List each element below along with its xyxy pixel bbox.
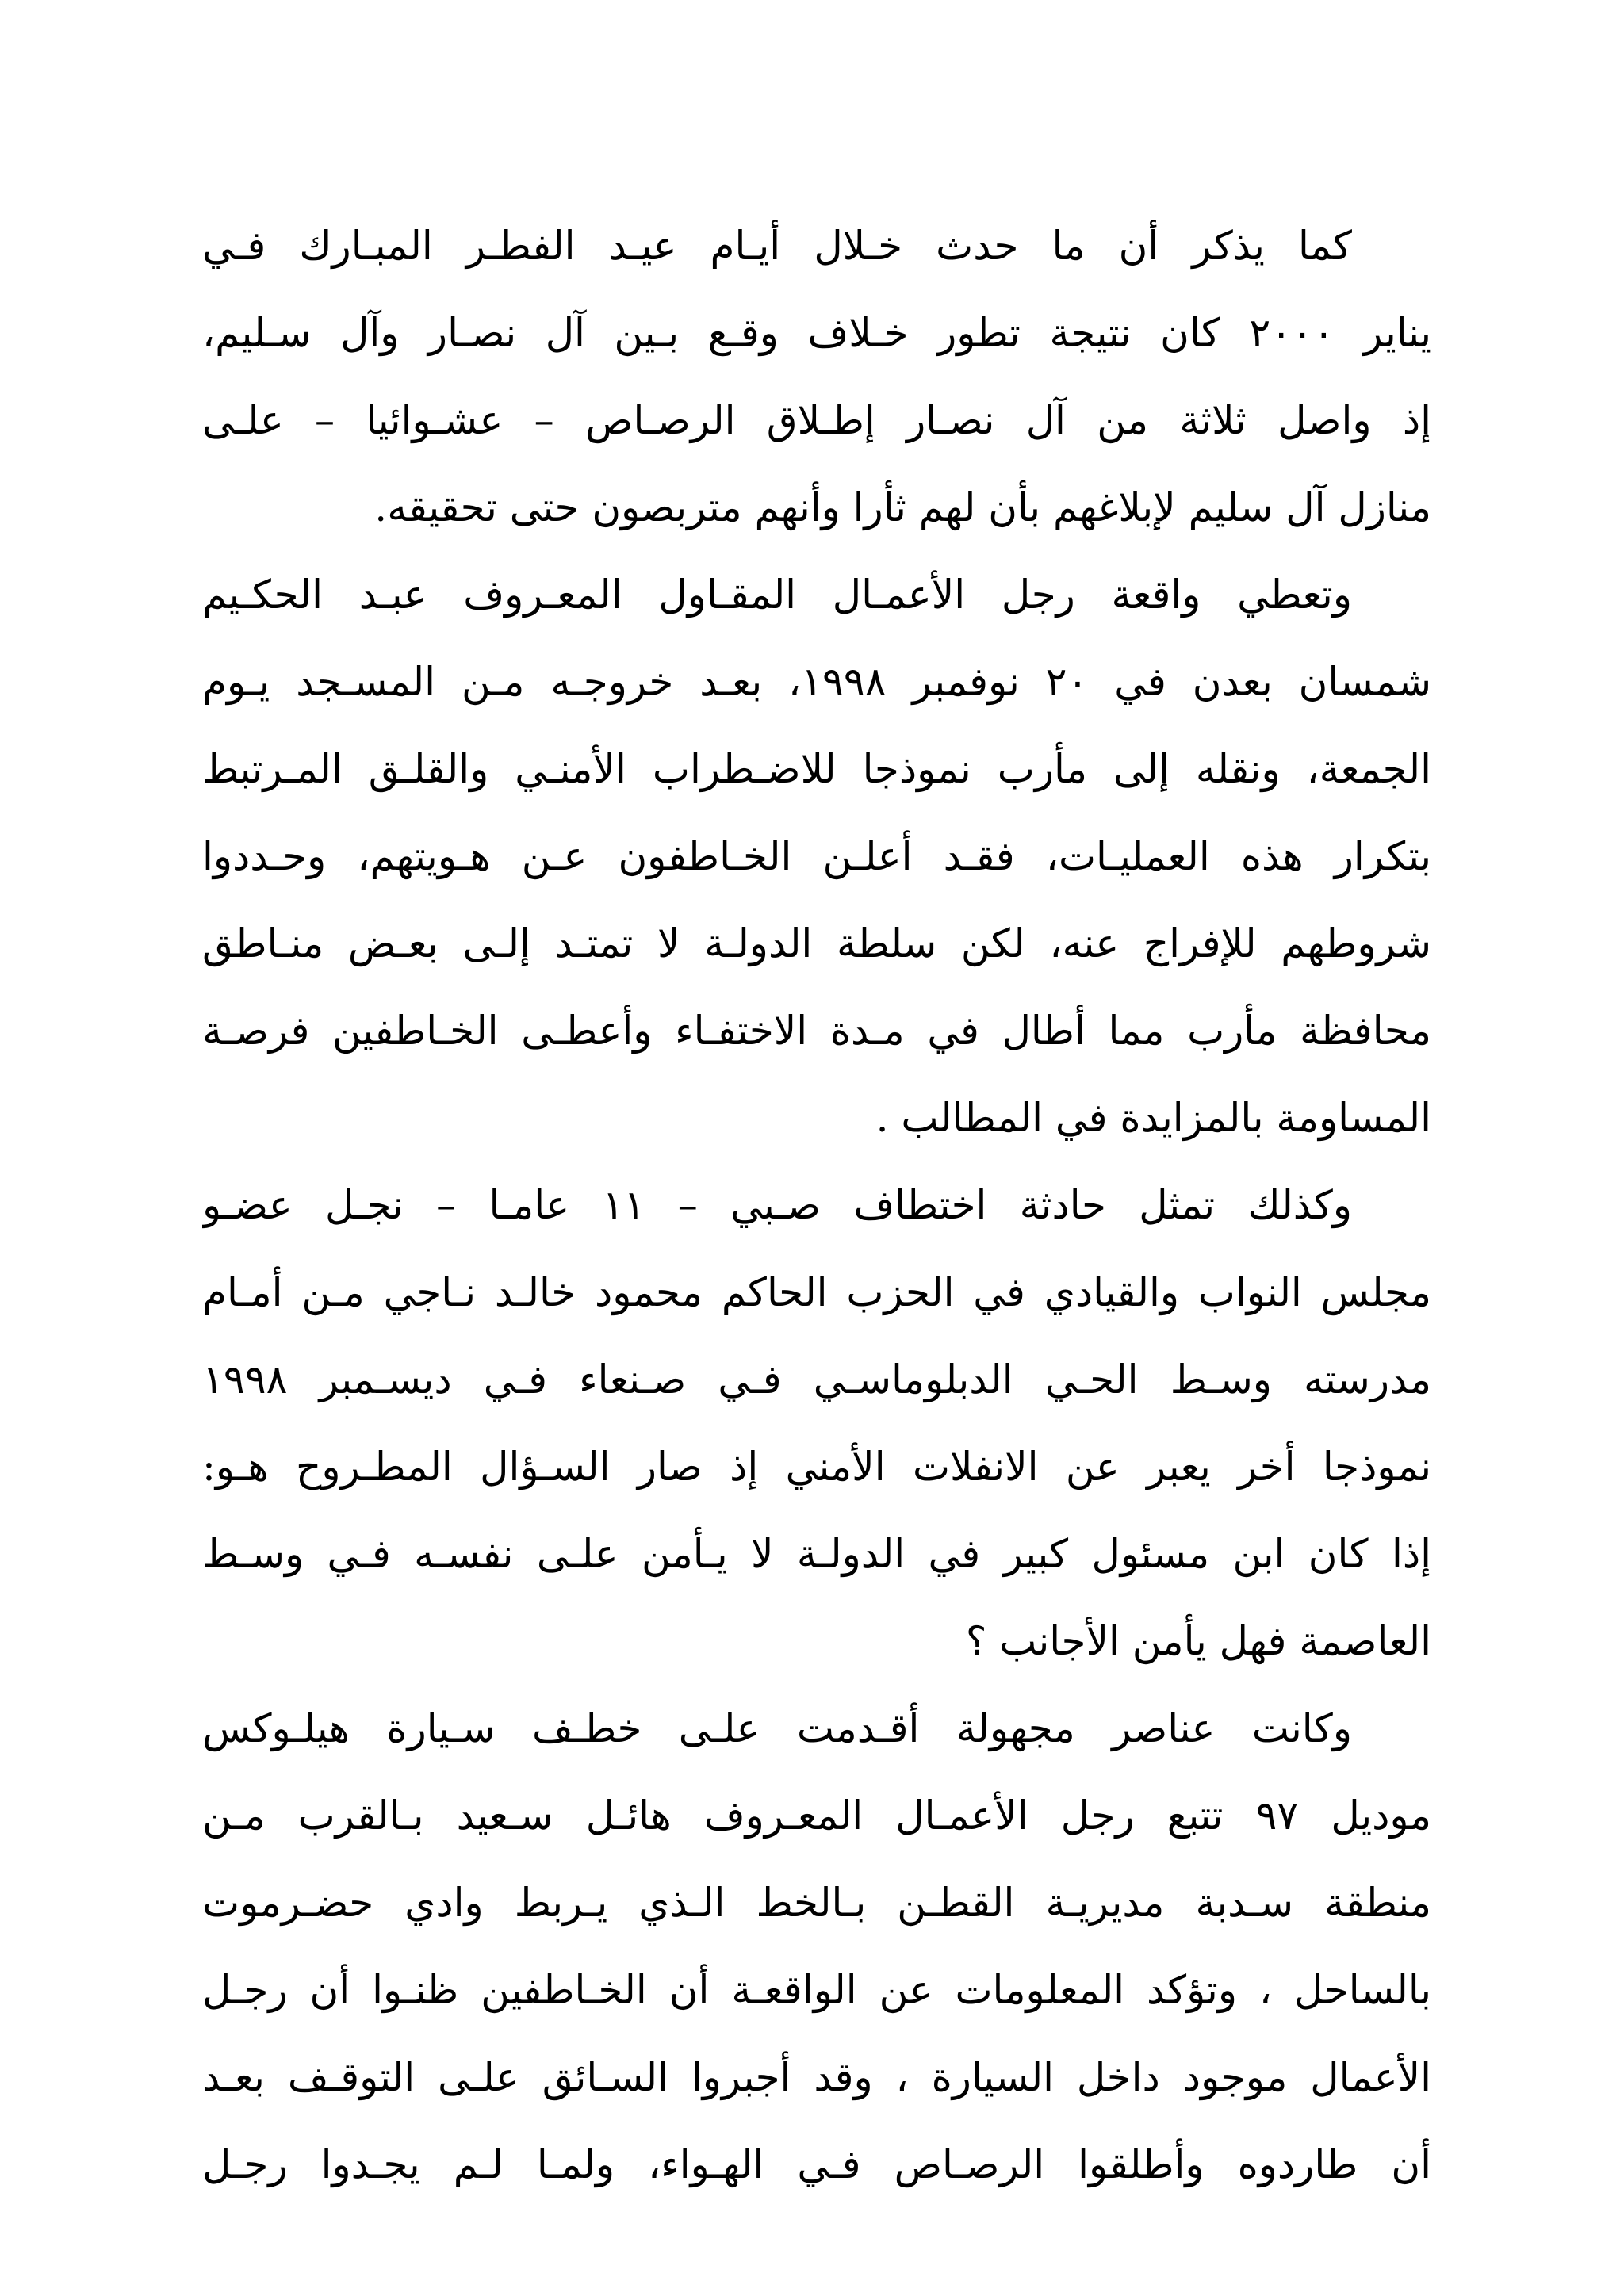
text-line: محافظة مأرب مما أطال في مـدة الاختفـاء وأعطـى الخـاطفين فرصـة [202, 1008, 1431, 1054]
text-line: الجمعة، ونقله إلى مأرب نموذجا للاضـطراب الأمنـي والقلـق المـرتبط [202, 746, 1431, 792]
paragraph-4 [202, 1685, 1431, 2208]
paragraph-1 [202, 202, 1431, 551]
text-line: موديل ٩٧ تتبع رجل الأعمـال المعـروف هائـل سـعيد بـالقرب مـن [202, 1793, 1431, 1839]
text-line: وكانت عناصر مجهولة أقـدمت علـى خطـف سـيارة هيلـوكس [202, 1705, 1352, 1751]
text-line: المساومة بالمزايدة في المطالب . [875, 1095, 1431, 1141]
text-line: شروطهم للإفراج عنه، لكن سلطة الدولـة لا تمتـد إلـى بعـض منـاطق [202, 920, 1431, 966]
paragraph-2 [202, 551, 1431, 1161]
text-line: مجلس النواب والقيادي في الحزب الحاكم محمود خالـد نـاجي مـن أمـام [202, 1269, 1431, 1315]
text-line: وتعطي واقعة رجل الأعمـال المقـاول المعـروف عبـد الحكـيم [202, 572, 1352, 618]
text-line: نموذجا أخر يعبر عن الانفلات الأمني إذ صار السـؤال المطـروح هـو: [202, 1444, 1431, 1490]
text-line: العاصمة فهل يأمن الأجانب ؟ [965, 1618, 1431, 1664]
text-line: مدرسته وسـط الحـي الدبلوماسـي فـي صـنعاء فـي ديسـمبر ١٩٩٨ [202, 1357, 1431, 1402]
text-line: منطقة سـدبة مديريـة القطـن بـالخط الـذي يـربط وادي حضـرموت [202, 1880, 1431, 1926]
text-line: وكذلك تمثل حادثة اختطاف صـبي – ١١ عامـا – نجـل عضـو [202, 1182, 1352, 1228]
text-line: بالساحل ، وتؤكد المعلومات عن الواقعـة أن الخـاطفين ظنـوا أن رجـل [202, 1967, 1431, 2013]
text-line: كما يذكر أن ما حدث خـلال أيـام عيـد الفطـر المبـارك فـي [202, 223, 1352, 269]
text-line: بتكرار هذه العمليـات، فقـد أعلـن الخـاطفون عـن هـويتهم، وحـددوا [202, 833, 1431, 879]
text-line: أن طاردوه وأطلقوا الرصـاص فـي الهـواء، ولمـا لـم يجـدوا رجـل [202, 2141, 1431, 2187]
paragraph-3 [202, 1161, 1431, 1685]
text-line: شمسان بعدن في ٢٠ نوفمبر ١٩٩٨، بعـد خروجـه مـن المسـجد يـوم [202, 659, 1431, 705]
document-body [202, 202, 1431, 2208]
text-line: منازل آل سليم لإبلاغهم بأن لهم ثأرا وأنهم متربصون حتى تحقيقه. [374, 484, 1431, 530]
text-line: إذا كان ابن مسئول كبير في الدولـة لا يـأمن علـى نفسـه فـي وسـط [202, 1531, 1431, 1577]
text-line: الأعمال موجود داخل السيارة ، وقد أجبروا السـائق علـى التوقـف بعـد [202, 2054, 1431, 2100]
text-line: إذ واصل ثلاثة من آل نصـار إطـلاق الرصـاص – عشـوائيا – علـى [202, 397, 1431, 443]
text-line: يناير ٢٠٠٠ كان نتيجة تطور خـلاف وقـع بـين آل نصـار وآل سـليم، [202, 310, 1431, 356]
